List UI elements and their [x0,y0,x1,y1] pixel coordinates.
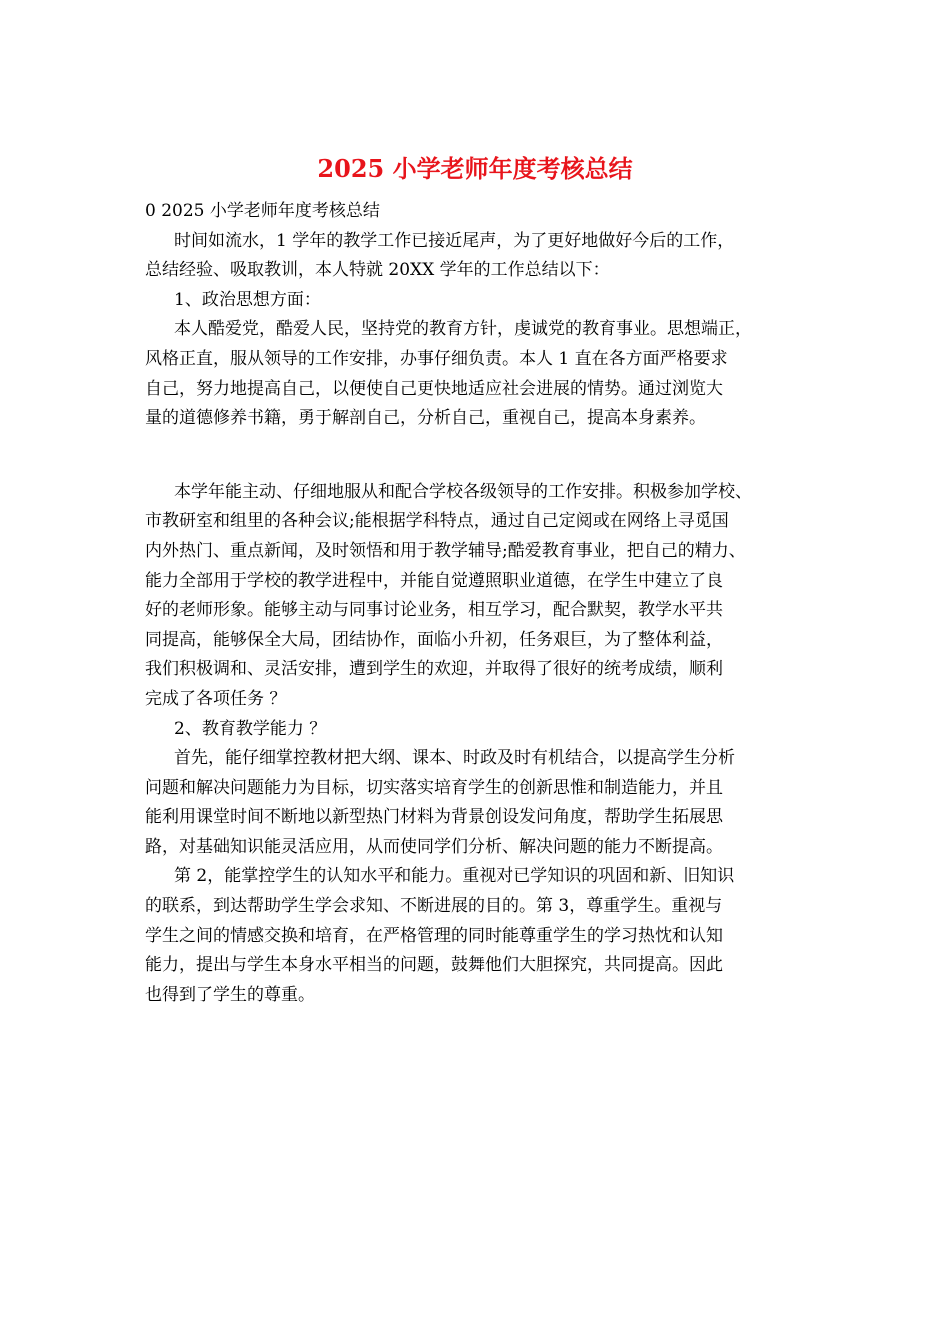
body-line: 风格正直，服从领导的工作安排，办事仔细负责。本人 1 直在各方面严格要求 [145,348,728,369]
body-line: 本学年能主动、仔细地服从和配合学校各级领导的工作安排。积极参加学校、 [174,481,752,502]
body-line: 总结经验、吸取教训，本人特就 20XX 学年的工作总结以下： [145,260,610,281]
body-line: 第 2，能掌控学生的认知水平和能力。重视对已学知识的巩固和新、旧知识 [174,866,735,887]
body-line: 我们积极调和、灵活安排，遭到学生的欢迎，并取得了很好的统考成绩，顺利 [145,659,723,680]
section-heading-teaching: 2、教育教学能力 ？ [174,718,327,739]
body-line: 内外热门、重点新闻，及时领悟和用于教学辅导;酷爱教育事业，把自己的精力、 [145,540,746,561]
document-body [145,197,810,1010]
body-line: 首先，能仔细掌控教材把大纲、课本、时政及时有机结合，以提高学生分析 [174,748,735,769]
section-heading-political: 1、政治思想方面： [174,289,321,310]
body-line: 完成了各项任务 ？ [145,688,287,709]
paragraph-spacer [145,434,810,478]
body-line: 时间如流水，1 学年的教学工作已接近尾声，为了更好地做好今后的工作， [174,230,735,251]
body-line: 能力全部用于学校的教学进程中，并能自觉遵照职业道德，在学生中建立了良 [145,570,723,591]
body-line: 自己，努力地提高自己，以便使自己更快地适应社会进展的情势。通过浏览大 [145,378,723,399]
body-line: 的联系，到达帮助学生学会求知、不断进展的目的。第 3，尊重学生。重视与 [145,896,723,917]
body-line: 好的老师形象。能够主动与同事讨论业务，相互学习，配合默契，教学水平共 [145,600,723,621]
body-line: 本人酷爱党，酷爱人民，坚持党的教育方针，虔诚党的教育事业。思想端正， [174,319,752,340]
document-subtitle: 0 2025 小学老师年度考核总结 [145,201,380,221]
body-line: 路，对基础知识能灵活应用，从而使同学们分析、解决问题的能力不断提高。 [145,836,723,857]
document-title: 2025 小学老师年度考核总结 [317,154,633,183]
body-line: 量的道德修养书籍，勇于解剖自己，分析自己，重视自己，提高本身素养。 [145,408,706,429]
body-line: 能力，提出与学生本身水平相当的问题，鼓舞他们大胆探究，共同提高。因此 [145,955,723,976]
body-line: 同提高，能够保全大局，团结协作，面临小升初，任务艰巨，为了整体利益， [145,629,723,650]
body-line: 问题和解决问题能力为目标，切实落实培育学生的创新思惟和制造能力，并且 [145,777,723,798]
body-line: 也得到了学生的尊重。 [145,984,315,1005]
body-line: 市教研室和组里的各种会议;能根据学科特点，通过自己定阅或在网络上寻觅国 [145,511,729,532]
body-line: 能利用课堂时间不断地以新型热门材料为背景创设发问角度，帮助学生拓展思 [145,807,723,828]
body-line: 学生之间的情感交换和培育，在严格管理的同时能尊重学生的学习热忱和认知 [145,925,723,946]
